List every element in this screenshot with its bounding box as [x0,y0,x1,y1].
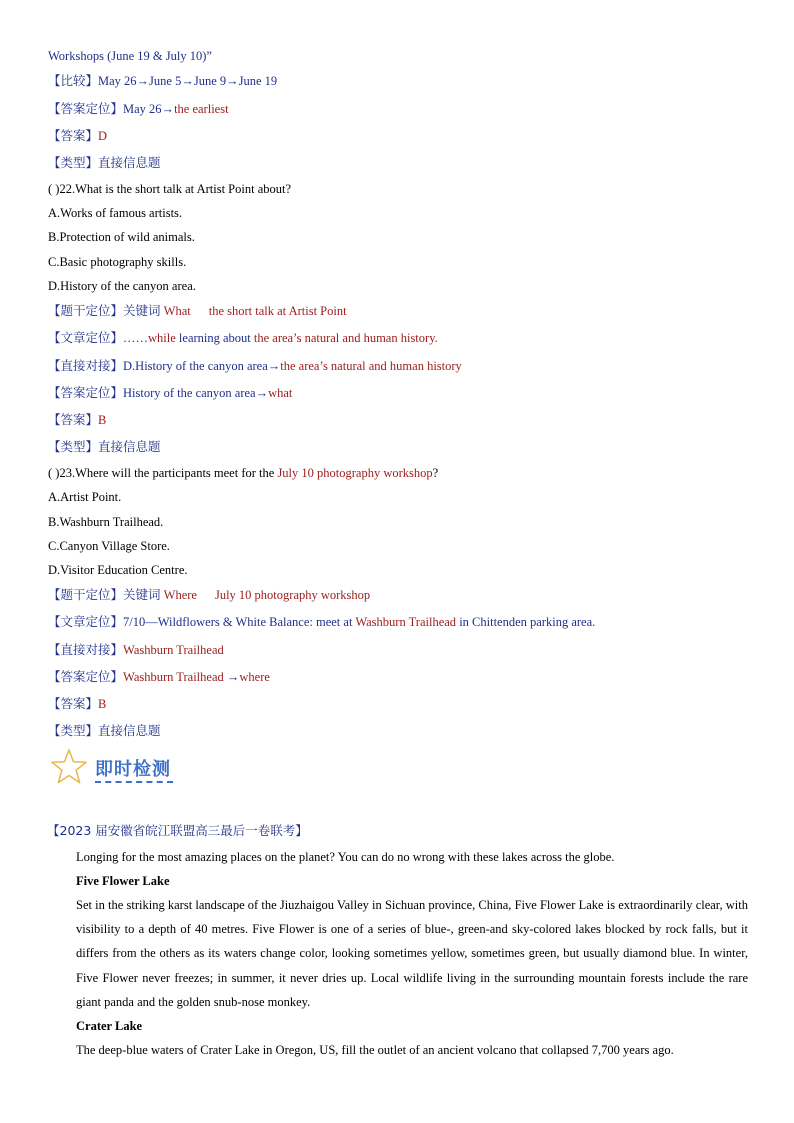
q22-option-d: D.History of the canyon area. [48,279,196,293]
q23-option-c: C.Canyon Village Store. [48,539,170,553]
q23-option-d: D.Visitor Education Centre. [48,563,188,577]
paragraph-five-flower-lake: Set in the striking karst landscape of the Jiuzhaigou Valley in Sichuan province, China, Five Flower Lake is extraordinarily clear, with visibility to a depth of 40 metres. Five Flower is one of a series of blue-, green-and sky-colored lakes blocked by rock falls, but it differs from the others as its waters change color, looking sometimes yellow, sometimes green, but usually diamond blue. In winter, Five Flower never freezes; in summer, it never dries up. Local wildlife living in the surrounding mountain forests include the rare giant panda and the golden snub-nose monkey. [76,898,748,1009]
passage-source: 【2023 届安徽省皖江联盟高三最后一卷联考】 [47,823,308,838]
paragraph-crater-lake: The deep-blue waters of Crater Lake in Oregon, US, fill the outlet of an ancient volcano that collapsed 7,700 years ago. [76,1043,674,1057]
q21-type: 【类型】直接信息题 [48,155,161,170]
q23-option-a: A.Artist Point. [48,490,122,504]
q23-question: ( )23.Where will the participants meet for the July 10 photography workshop? [48,466,439,480]
heading-five-flower-lake: Five Flower Lake [76,874,170,888]
q23-answer: 【答案】B [48,696,107,711]
heading-crater-lake: Crater Lake [76,1019,143,1033]
q23-stem-locate: 【题干定位】关键词 Where July 10 photography workshop [48,587,371,602]
q21-answer-locate: 【答案定位】May 26→the earliest [48,101,229,116]
q22-stem-locate: 【题干定位】关键词 What the short talk at Artist Point [48,303,347,318]
q23-option-b: B.Washburn Trailhead. [48,515,164,529]
q23-text-locate: 【文章定位】7/10—Wildflowers & White Balance: meet at Washburn Trailhead in Chittenden parking area. [48,614,596,629]
q23-type: 【类型】直接信息题 [48,723,161,738]
q22-type: 【类型】直接信息题 [48,439,161,454]
section-title-underline [95,781,173,783]
q22-text-locate: 【文章定位】……while learning about the area’s natural and human history. [48,330,438,345]
q23-answer-locate: 【答案定位】Washburn Trailhead →where [48,669,270,684]
q22-option-c: C.Basic photography skills. [48,255,187,269]
q23-direct-match: 【直接对接】Washburn Trailhead [48,642,224,657]
q21-compare: 【比较】May 26→June 5→June 9→June 19 [48,73,278,88]
q22-direct-match: 【直接对接】D.History of the canyon area→the area’s natural and human history [48,358,462,373]
q22-answer-locate: 【答案定位】History of the canyon area→what [48,385,293,400]
q21-answer: 【答案】D [48,128,108,143]
section-title: 即时检测 [95,759,171,780]
star-icon [50,748,88,786]
q22-answer: 【答案】B [48,412,107,427]
q22-option-b: B.Protection of wild animals. [48,230,195,244]
q21-intro: Workshops (June 19 & July 10)” [48,49,212,63]
passage-intro: Longing for the most amazing places on the planet? You can do no wrong with these lakes across the globe. [76,850,615,864]
q22-option-a: A.Works of famous artists. [48,206,183,220]
q22-question: ( )22.What is the short talk at Artist Point about? [48,182,292,196]
